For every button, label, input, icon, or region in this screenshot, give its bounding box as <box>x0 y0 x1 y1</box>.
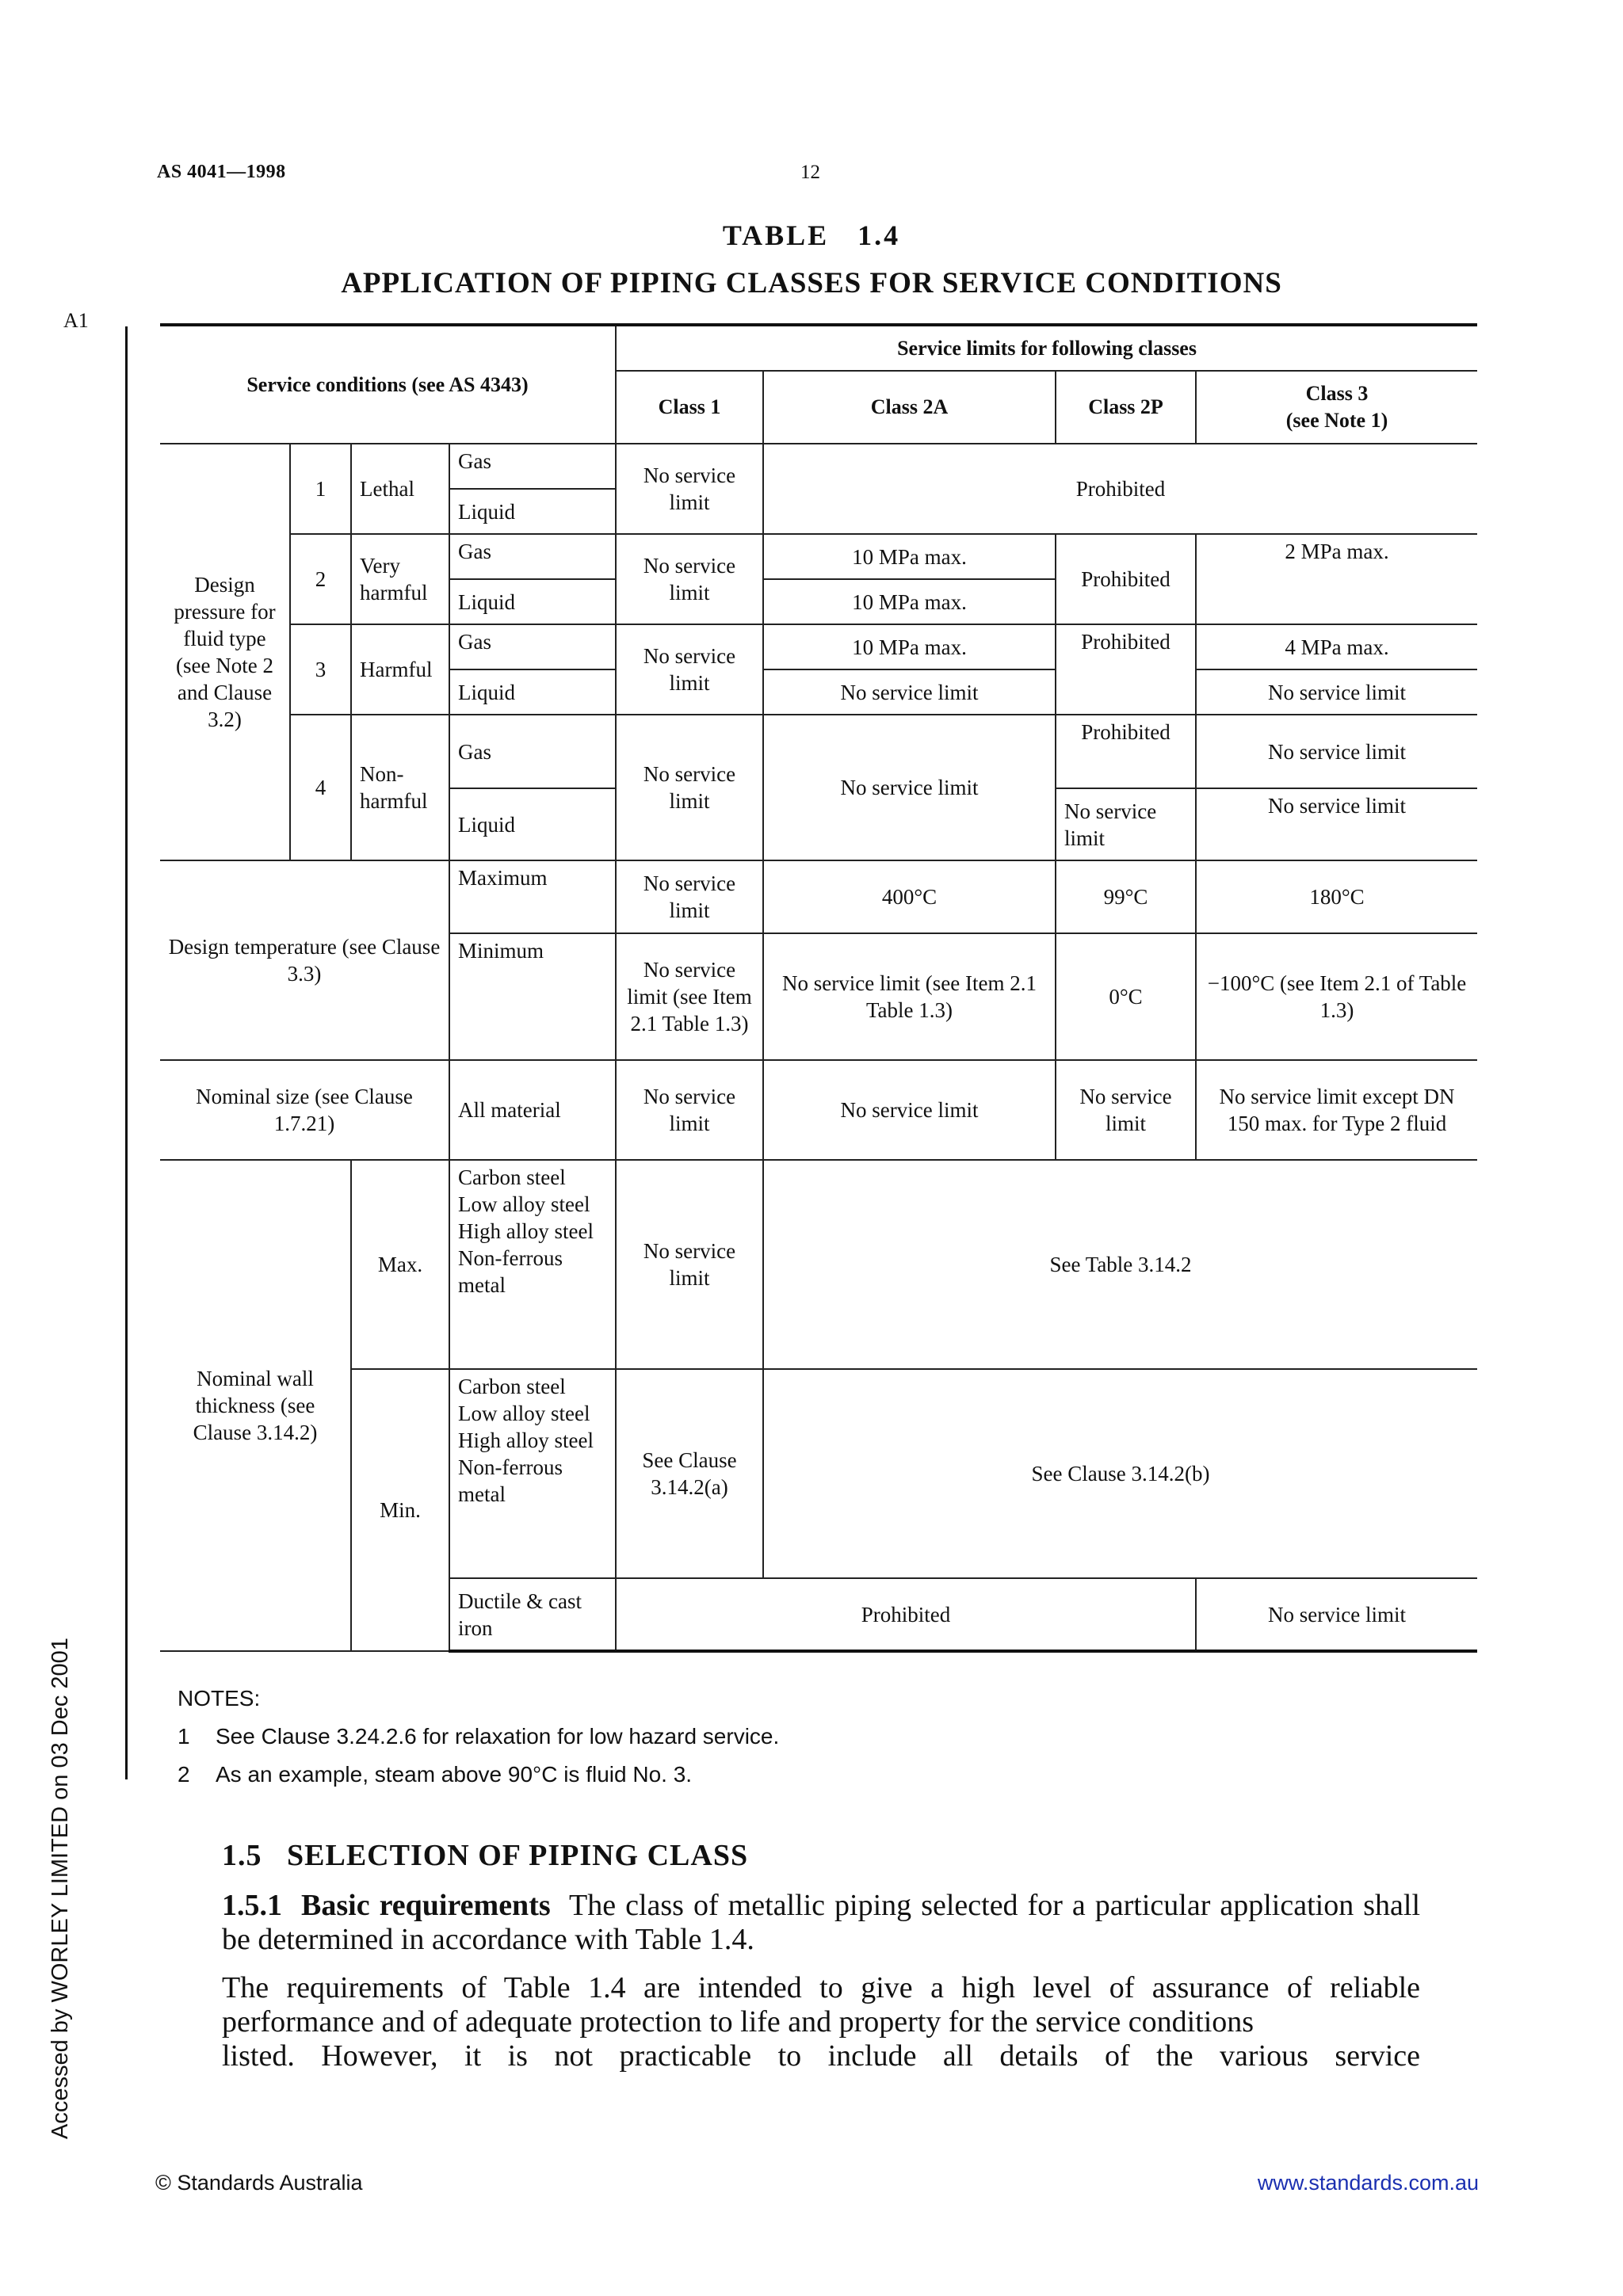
nominal-size-material: All material <box>449 1060 616 1160</box>
design-pressure-label: Design pressure for fluid type (see Note 2 and Clause 3.2) <box>160 444 290 860</box>
ductile-prohibited: Prohibited <box>616 1578 1196 1651</box>
liquid-label: Liquid <box>449 669 616 715</box>
wall-max-label: Max. <box>351 1160 449 1369</box>
fluid-number: 3 <box>290 624 351 715</box>
cell-prohibited: Prohibited <box>1056 715 1196 788</box>
cell-prohibited: Prohibited <box>1056 534 1196 624</box>
wall-materials: Carbon steel Low alloy steel High alloy steel Non-ferrous metal <box>449 1369 616 1578</box>
fluid-name: Lethal <box>351 444 449 534</box>
nominal-size-class-2a: No service limit <box>763 1060 1056 1160</box>
table-number: TABLE 1.4 <box>722 219 901 251</box>
amendment-mark: A1 <box>63 309 89 332</box>
header-class-3 <box>1196 371 1477 444</box>
gas-label: Gas <box>449 624 616 669</box>
wall-min-label: Min. <box>351 1369 449 1651</box>
fluid-name: Non-harmful <box>351 715 449 860</box>
nominal-size-class-1: No service limit <box>616 1060 763 1160</box>
paragraph-text: The requirements of Table 1.4 are intended to give a high level of assurance of reliable performance and of adequate protection to life and property for the service conditions <box>222 1971 1420 2039</box>
design-temperature-label: Design temperature (see Clause 3.3) <box>160 860 449 1060</box>
access-watermark: Accessed by WORLEY LIMITED on 03 Dec 2001 <box>48 1638 73 2139</box>
subsection-number: 1.5.1 <box>222 1889 282 1922</box>
wall-min-other-classes: See Clause 3.14.2(b) <box>763 1369 1477 1578</box>
temp-min-class-2a: No service limit (see Item 2.1 Table 1.3) <box>763 933 1056 1060</box>
fluid-number: 4 <box>290 715 351 860</box>
cell-prohibited: Prohibited <box>1056 624 1196 715</box>
basic-requirements-paragraph <box>222 1889 1420 1957</box>
cell-no-service-limit: No service limit <box>1196 715 1477 788</box>
table-notes <box>178 1680 779 1794</box>
temp-max-class-3: 180°C <box>1196 860 1477 933</box>
temp-max-class-2p: 99°C <box>1056 860 1196 933</box>
nominal-size-label: Nominal size (see Clause 1.7.21) <box>160 1060 449 1160</box>
temp-minimum-label: Minimum <box>449 933 616 1060</box>
fluid-number: 2 <box>290 534 351 624</box>
temp-min-class-1: No service limit (see Item 2.1 Table 1.3) <box>616 933 763 1060</box>
liquid-label: Liquid <box>449 579 616 624</box>
cell-no-service-limit: No service limit <box>763 715 1056 860</box>
cell-2-mpa: 2 MPa max. <box>1196 534 1477 624</box>
wall-materials: Carbon steel Low alloy steel High alloy steel Non-ferrous metal <box>449 1160 616 1369</box>
nominal-size-class-3: No service limit except DN 150 max. for Type 2 fluid <box>1196 1060 1477 1160</box>
note-number: 2 <box>178 1762 190 1787</box>
piping-class-table <box>160 323 1477 1667</box>
fluid-name: Very harmful <box>351 534 449 624</box>
fluid-name: Harmful <box>351 624 449 715</box>
header-service-limits: Service limits for following classes <box>616 325 1477 371</box>
ductile-class-3: No service limit <box>1196 1578 1477 1651</box>
header-class-1: Class 1 <box>616 371 763 444</box>
liquid-label: Liquid <box>449 788 616 860</box>
note-item <box>178 1718 779 1756</box>
subsection-text: The class of metallic piping selected for a particular application shall be determined in accordance with Table 1.4. <box>222 1889 1420 1956</box>
temp-max-class-1: No service limit <box>616 860 763 933</box>
cell-no-service-limit: No service limit <box>616 534 763 624</box>
temp-min-class-3: −100°C (see Item 2.1 of Table 1.3) <box>1196 933 1477 1060</box>
note-item <box>178 1756 779 1794</box>
note-text: As an example, steam above 90°C is fluid No. 3. <box>216 1762 693 1787</box>
cell-no-service-limit: No service limit <box>616 444 763 534</box>
paragraph-last-line: listed. However, it is not practicable to include all details of the various service <box>222 2039 1420 2073</box>
amendment-bar <box>125 326 128 1779</box>
copyright: © Standards Australia <box>155 2171 363 2195</box>
subsection-title: Basic requirements <box>301 1889 551 1922</box>
cell-4-mpa: 4 MPa max. <box>1196 624 1477 669</box>
cell-10-mpa: 10 MPa max. <box>763 534 1056 579</box>
website-link[interactable]: www.standards.com.au <box>1257 2171 1479 2195</box>
header-class-2p: Class 2P <box>1056 371 1196 444</box>
ductile-cast-iron-label: Ductile & cast iron <box>449 1578 616 1651</box>
cell-no-service-limit: No service limit <box>1056 788 1196 860</box>
gas-label: Gas <box>449 534 616 579</box>
cell-no-service-limit: No service limit <box>1196 788 1477 860</box>
table-title: APPLICATION OF PIPING CLASSES FOR SERVICE CONDITIONS <box>341 267 1282 299</box>
page-number: 12 <box>800 162 820 183</box>
notes-title: NOTES: <box>178 1686 261 1711</box>
note-number: 1 <box>178 1724 190 1749</box>
cell-10-mpa: 10 MPa max. <box>763 579 1056 624</box>
header-class-3-note: (see Note 1) <box>1285 409 1388 432</box>
temp-maximum-label: Maximum <box>449 860 616 933</box>
requirements-paragraph <box>222 1971 1420 2073</box>
header-class-3-name: Class 3 <box>1305 382 1369 405</box>
cell-prohibited: Prohibited <box>763 444 1477 534</box>
fluid-number: 1 <box>290 444 351 534</box>
header-service-conditions: Service conditions (see AS 4343) <box>160 325 616 444</box>
cell-no-service-limit: No service limit <box>1196 669 1477 715</box>
wall-max-class-1: No service limit <box>616 1160 763 1369</box>
temp-min-class-2p: 0°C <box>1056 933 1196 1060</box>
nominal-size-class-2p: No service limit <box>1056 1060 1196 1160</box>
temp-max-class-2a: 400°C <box>763 860 1056 933</box>
note-text: See Clause 3.24.2.6 for relaxation for low hazard service. <box>216 1724 780 1749</box>
header-class-2a: Class 2A <box>763 371 1056 444</box>
cell-no-service-limit: No service limit <box>616 715 763 860</box>
wall-thickness-label: Nominal wall thickness (see Clause 3.14.2) <box>160 1160 351 1651</box>
liquid-label: Liquid <box>449 489 616 534</box>
cell-no-service-limit: No service limit <box>763 669 1056 715</box>
cell-no-service-limit: No service limit <box>616 624 763 715</box>
section-heading: 1.5 SELECTION OF PIPING CLASS <box>222 1839 749 1872</box>
cell-10-mpa: 10 MPa max. <box>763 624 1056 669</box>
wall-min-class-1: See Clause 3.14.2(a) <box>616 1369 763 1578</box>
gas-label: Gas <box>449 715 616 788</box>
wall-max-other-classes: See Table 3.14.2 <box>763 1160 1477 1369</box>
gas-label: Gas <box>449 444 616 489</box>
standard-number: AS 4041—1998 <box>157 162 286 182</box>
